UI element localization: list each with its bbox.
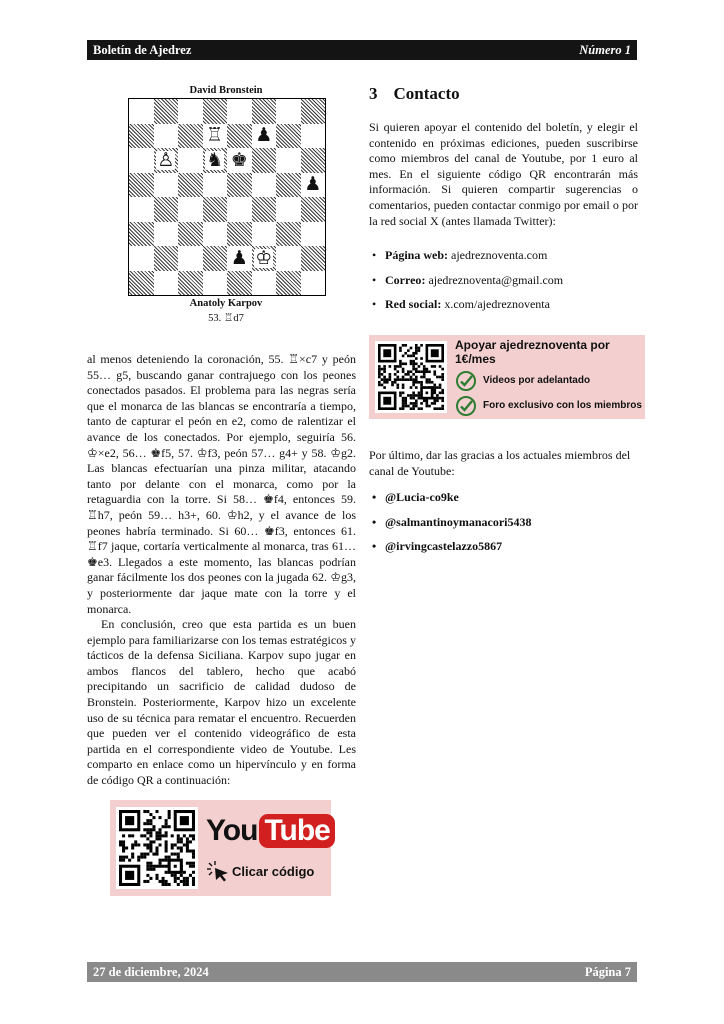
header-bar xyxy=(87,40,637,60)
square-g3 xyxy=(276,222,301,247)
support-qr-code[interactable] xyxy=(375,341,447,413)
square-d7 xyxy=(203,124,228,149)
click-code-label: Clicar código xyxy=(232,863,315,879)
square-a7 xyxy=(129,124,154,149)
square-a5 xyxy=(129,173,154,198)
footer-page-number: Página 7 xyxy=(584,964,631,979)
square-c7 xyxy=(178,124,203,149)
square-f4 xyxy=(252,197,277,222)
square-e8 xyxy=(227,99,252,124)
click-code-link[interactable] xyxy=(206,860,314,882)
square-g4 xyxy=(276,197,301,222)
square-a1 xyxy=(129,271,154,296)
section-number: 3 xyxy=(369,84,378,103)
youtube-logo-tube: Tube xyxy=(259,814,334,848)
member-item: • @irvingcastelazzo5867 xyxy=(369,539,638,555)
square-f2 xyxy=(252,246,277,271)
support-benefit-label: Foro exclusivo con los miembros xyxy=(483,400,642,411)
square-f1 xyxy=(252,271,277,296)
square-e3 xyxy=(227,222,252,247)
issue-number: Número 1 xyxy=(579,42,631,57)
square-h2 xyxy=(301,246,326,271)
email-link[interactable]: ajedreznoventa@gmail.com xyxy=(428,272,564,287)
square-c3 xyxy=(178,222,203,247)
support-qr-banner[interactable] xyxy=(369,335,645,419)
square-d8 xyxy=(203,99,228,124)
square-f6 xyxy=(252,148,277,173)
contact-label: Red social xyxy=(385,297,438,312)
square-e4 xyxy=(227,197,252,222)
square-e1 xyxy=(227,271,252,296)
square-h7 xyxy=(301,124,326,149)
square-b5 xyxy=(154,173,179,198)
support-benefit-videos xyxy=(455,370,645,392)
square-e6 xyxy=(227,148,252,173)
chess-piece-icon: ♙ xyxy=(157,148,175,171)
square-d4 xyxy=(203,197,228,222)
square-a4 xyxy=(129,197,154,222)
square-g8 xyxy=(276,99,301,124)
footer-date: 27 de diciembre, 2024 xyxy=(93,964,209,979)
square-b7 xyxy=(154,124,179,149)
chess-piece-icon: ♟ xyxy=(255,124,273,147)
support-title: Apoyar ajedreznoventa por 1€/mes xyxy=(455,337,610,366)
chess-piece-icon: ♖ xyxy=(206,124,224,147)
bulletin-title: Boletín de Ajedrez xyxy=(93,42,192,57)
contact-label: Correo xyxy=(385,272,422,287)
square-h5 xyxy=(301,173,326,198)
square-g7 xyxy=(276,124,301,149)
contact-item-social: • Red social: x.com/ajedreznoventa xyxy=(369,297,638,313)
square-c5 xyxy=(178,173,203,198)
contact-list xyxy=(369,248,638,322)
chess-piece-icon: ♞ xyxy=(206,148,224,171)
member-item: • @salmantinoymanacori5438 xyxy=(369,515,638,531)
square-c4 xyxy=(178,197,203,222)
qr-code-icon xyxy=(119,810,195,886)
cursor-click-icon xyxy=(206,860,232,882)
square-h1 xyxy=(301,271,326,296)
contact-label: Página web xyxy=(385,248,445,262)
square-b1 xyxy=(154,271,179,296)
section-title: Contacto xyxy=(393,84,460,103)
contact-item-web: • Página web: ajedreznoventa.com xyxy=(369,248,638,264)
thanks-paragraph: Por último, dar las gracias a los actuales miembros del canal de Youtube: xyxy=(369,448,631,478)
analysis-paragraph: al menos deteniendo la coronación, 55. ♖×c7 y peón 55… g5, buscando ganar contrajuego con los peones conectados pasados. El problema para las negras sería que el monarca de las blancas se encontraría a tiempo, tanto de capturar el peón en e2, como de ralentizar el avance de los conectados. Por ejemplo, seguiría 56. ♔×e2, 56… ♚f5, 57. ♔f3, peón 57… g4+ y 58. ♔g2. Las blancas efectuarían una pinza militar, atacando tanto por delante con el monarca, como por la retaguardia con la torre. Si 58… ♚f4, entonces 59. ♖h7, peón 59… h3+, 60. ♔h2, y el avance de los peones habría terminado. Si 60… ♚f3, entonces 61. ♖f7 jaque, cortaría verticalmente al monarca, tras 61… ♚e3. Llegados a este momento, las blancas podrían ganar fácilmente los dos peones con la jugada 62. ♔g3, y posteriormente dar jaque mate con la torre y el monarca. xyxy=(87,352,356,616)
top-player-name: David Bronstein xyxy=(189,85,263,96)
square-f7 xyxy=(252,124,277,149)
square-c8 xyxy=(178,99,203,124)
square-g5 xyxy=(276,173,301,198)
bottom-player-name: Anatoly Karpov xyxy=(189,298,263,309)
square-g6 xyxy=(276,148,301,173)
contact-item-email: • Correo: ajedreznoventa@gmail.com xyxy=(369,273,638,289)
conclusion-paragraph: En conclusión, creo que esta partida es un buen ejemplo para familiarizarse con los temas estratégicos y tácticos de la defensa Siciliana. Karpov supo jugar en ambos flancos del tablero, hecho que acabó precipitando un sacrificio de calidad dudoso de Bronstein. Posteriormente, Karpov hizo un excelente uso de su técnica para rematar el encuentro. Recuerden que pueden ver el contenido videográfico de esta partida en el correspondiente video de Youtube. Les comparto en enlace como un hipervínculo y en forma de código QR a continuación: xyxy=(87,617,356,788)
square-b8 xyxy=(154,99,179,124)
square-b2 xyxy=(154,246,179,271)
square-c6 xyxy=(178,148,203,173)
youtube-logo[interactable] xyxy=(206,814,335,848)
square-a8 xyxy=(129,99,154,124)
members-list xyxy=(369,490,638,564)
square-h3 xyxy=(301,222,326,247)
youtube-qr-code[interactable] xyxy=(116,807,198,889)
footer-bar xyxy=(87,962,637,982)
square-g2 xyxy=(276,246,301,271)
chess-piece-icon: ♚ xyxy=(230,148,248,171)
square-h8 xyxy=(301,99,326,124)
square-h4 xyxy=(301,197,326,222)
contact-paragraph: Si quieren apoyar el contenido del boletín, y elegir el contenido en próximas ediciones, pueden suscribirse como miembros del canal de Youtube, por 1 euro al mes. En el siguiente código QR encontrarán más información. Si quieren compartir sugerencias o comentarios, pueden contactar conmigo por email o por la red social X (antes llamada Twitter): xyxy=(369,120,638,228)
square-d3 xyxy=(203,222,228,247)
square-f5 xyxy=(252,173,277,198)
checkmark-circle-icon xyxy=(455,370,477,392)
square-f3 xyxy=(252,222,277,247)
diagram-move-caption: 53. ♖d7 xyxy=(208,313,244,324)
member-item: • @Lucia-co9ke xyxy=(369,490,638,506)
square-c1 xyxy=(178,271,203,296)
checkmark-circle-icon xyxy=(455,395,477,417)
chess-piece-icon: ♔ xyxy=(255,246,273,269)
square-a6 xyxy=(129,148,154,173)
youtube-qr-banner[interactable] xyxy=(110,800,331,896)
support-benefit-forum xyxy=(455,395,645,417)
square-a3 xyxy=(129,222,154,247)
chess-piece-icon: ♟ xyxy=(304,173,322,196)
square-d1 xyxy=(203,271,228,296)
square-b6 xyxy=(154,148,179,173)
square-g1 xyxy=(276,271,301,296)
square-e5 xyxy=(227,173,252,198)
square-b4 xyxy=(154,197,179,222)
square-e2 xyxy=(227,246,252,271)
square-d5 xyxy=(203,173,228,198)
chess-diagram xyxy=(128,84,324,324)
analysis-text xyxy=(87,352,356,789)
support-benefit-label: Videos por adelantado xyxy=(483,375,591,386)
section-heading xyxy=(369,86,638,102)
chess-board xyxy=(128,98,326,296)
square-f8 xyxy=(252,99,277,124)
youtube-logo-you: You xyxy=(206,814,258,847)
square-a2 xyxy=(129,246,154,271)
square-c2 xyxy=(178,246,203,271)
chess-piece-icon: ♟ xyxy=(230,246,248,269)
qr-code-icon xyxy=(378,344,444,410)
social-link[interactable]: x.com/ajedreznoventa xyxy=(444,297,550,312)
square-d2 xyxy=(203,246,228,271)
website-link[interactable]: ajedreznoventa.com xyxy=(451,248,548,262)
square-d6 xyxy=(203,148,228,173)
square-h6 xyxy=(301,148,326,173)
square-b3 xyxy=(154,222,179,247)
square-e7 xyxy=(227,124,252,149)
